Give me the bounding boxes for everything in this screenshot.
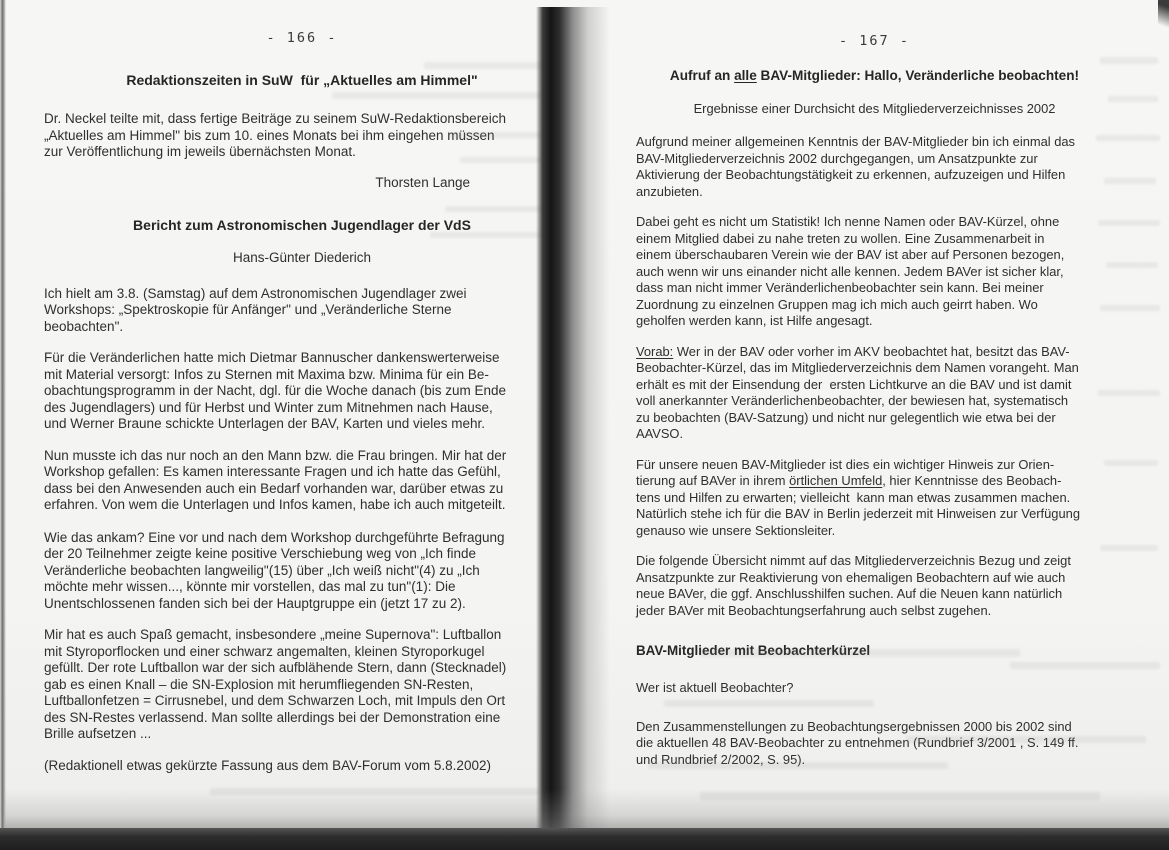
article2-title: Bericht zum Astronomischen Jugendlager der VdS bbox=[133, 217, 471, 233]
bleed-through-artifact bbox=[1106, 262, 1158, 268]
bleed-through-artifact bbox=[1010, 662, 1160, 669]
article3-paragraph-1: Aufgrund meiner allgemeinen Kenntnis der BAV-Mitglieder bin ich einmal das BAV-Mitgliederverzeichnis 2002 durchgegangen, um Ansatzpunkte zur Aktivierung der Beobachtungstätigkeit zu erkennen, aufzuzeigen und Hilfen anzubieten. bbox=[636, 134, 1075, 199]
article2-paragraph-2: Für die Veränderlichen hatte mich Dietmar Bannuscher dankenswerterweise mit Material versorgt: Infos zu Sternen mit Maxima bzw. Minima für ein Be- obachtungsprogramm in der Nacht, dgl. für die Woche danach (bis zum Ende des Jugendlagers) und für Herbst und Winter zum Mitnehmen nach Hause, und Werner Braune schickte Unterlagen der BAV, Karten und vieles mehr. bbox=[44, 350, 506, 431]
page-gutter-shadow bbox=[536, 7, 610, 837]
scan-bottom-edge bbox=[0, 828, 1169, 850]
bleed-through-artifact bbox=[906, 736, 1146, 743]
bleed-through-artifact bbox=[332, 92, 546, 99]
bleed-through-artifact bbox=[1104, 178, 1156, 184]
article2-paragraph-4: Wie das ankam? Eine vor und nach dem Workshop durchgeführte Befragung der 20 Teilnehmer zeigte keine positive Verschiebung weg von „Ich finde Veränderliche beobachten langweilig"(15) über „Ich weiß nicht"(4) zu „Ich möchte mehr wissen..., könnte mir vorstellen, das mal zu tun"(1): Die Unentschlossenen fanden sich bei der Hauptgruppe ein (jetzt 17 zu 2). bbox=[44, 529, 505, 611]
bleed-through-artifact bbox=[700, 649, 1020, 657]
article3-title: Aufruf an alle BAV-Mitglieder: Hallo, Veränderliche beobachten! bbox=[669, 68, 1080, 83]
bleed-through-artifact bbox=[1104, 460, 1158, 466]
article2-author: Hans-Günter Diederich bbox=[232, 250, 372, 265]
article3-paragraph-5: Die folgende Übersicht nimmt auf das Mitgliederverzeichnis Bezug und zeigt Ansatzpunkte zur Reaktivierung von ehemaligen Beobachtern auf wie auch neue BAVer, die ggf. Anschlusshilfen suchen. Auf die Neuen kann natürlich jeder BAVer mit Beobachtungserfahrung auch selbst zugehen. bbox=[636, 553, 1071, 618]
corner-artifact bbox=[1158, 0, 1169, 34]
article1-byline: Thorsten Lange bbox=[375, 174, 470, 190]
article3-question: Wer ist aktuell Beobachter? bbox=[636, 680, 794, 695]
article1-body: Dr. Neckel teilte mit, dass fertige Beiträge zu seinem SuW-Redaktionsbereich „Aktuelles am Himmel" bis zum 10. eines Monats bei ihm eingehen müssen zur Veröffentlichung im jeweils übernächsten Monat. bbox=[44, 111, 506, 159]
page-number-left: - 166 - bbox=[266, 30, 338, 46]
scan-bottom-fade bbox=[0, 789, 1169, 829]
article3-paragraph-6: Den Zusammenstellungen zu Beobachtungsergebnissen 2000 bis 2002 sind die aktuellen 48 BAV-Beobachter zu entnehmen (Rundbrief 3/2001 , S. 149 ff. und Rundbrief 2/2002, S. 95). bbox=[636, 718, 1079, 767]
bleed-through-artifact bbox=[1108, 96, 1158, 102]
article3-subheading: BAV-Mitglieder mit Beobachterkürzel bbox=[636, 643, 871, 658]
article2-paragraph-5: Mir hat es auch Spaß gemacht, insbesondere „meine Supernova": Luftballon mit Styroporflocken und einer schwarz angemalten, kleinen Styroporkugel gefüllt. Der rote Luftballon war der sich aufblähende Stern, dann (Stecknadel) gab es einen Knall – die SN-Explosion mit herumfliegenden SN-Resten, Luftballonfetzen = Cirrusnebel, und dem Schwarzen Loch, mit Impuls den Ort des SN-Restes verlassend. Man sollte allerdings bei der Demonstration eine Brille aufsetzen ... bbox=[44, 627, 507, 741]
bleed-through-artifact bbox=[648, 762, 948, 769]
page-edge-line bbox=[0, 0, 6, 828]
article2-paragraph-3: Nun musste ich das nur noch an den Mann bzw. die Frau bringen. Mir hat der Workshop gefallen: Es kamen interessante Fragen und ich hatte das Gefühl, dass bei den Anwesenden auch ein Bedarf vorhanden war, darüber etwas zu erfahren. Von wem die Unterlagen und Infos kamen, habe ich auch mitgeteilt. bbox=[44, 447, 507, 512]
page-number-right: - 167 - bbox=[839, 33, 910, 49]
page-left bbox=[6, 0, 582, 850]
bleed-through-artifact bbox=[1098, 220, 1160, 226]
article2-footnote: (Redaktionell etwas gekürzte Fassung aus dem BAV-Forum vom 5.8.2002) bbox=[44, 757, 491, 773]
article3-paragraph-2: Dabei geht es nicht um Statistik! Ich nenne Namen oder BAV-Kürzel, ohne einem Mitglied dabei zu nahe treten zu wollen. Eine Zusammenarbeit in einem überschaubaren Verein wie der BAV ist aber auf Personen bezogen, auch wenn wir uns einander nicht alle kennen. Jedem BAVer ist sicher klar, dass man nicht immer Veränderlichenbeobachter sein kann. Bei meiner Zuordnung zu einzelnen Gruppen mag ich mich auch geirrt haben. Wo geholfen werden kann, ist Hilfe angesagt. bbox=[636, 214, 1065, 328]
article3-subtitle: Ergebnisse einer Durchsicht des Mitgliederverzeichnisses 2002 bbox=[693, 100, 1056, 116]
article3-paragraph-4: Für unsere neuen BAV-Mitglieder ist dies ein wichtiger Hinweis zur Orien- tierung auf BAVer in ihrem örtlichen Umfeld, hier Kenntnisse des Beobach- tens und Hilfen zu erwarten; vielleicht kann man etwas zusammen machen. Natürlich stehe ich für die BAV in Berlin jederzeit mit Hinweisen zur Verfügung genauso wie unsere Sektionsleiter. bbox=[636, 456, 1080, 538]
bleed-through-artifact bbox=[1100, 545, 1158, 551]
bleed-through-artifact bbox=[1096, 135, 1160, 141]
article3-paragraph-3: Vorab: Wer in der BAV oder vorher im AKV beobachtet hat, besitzt das BAV- Beobachter-Kürzel, das im Mitgliederverzeichnis dem Namen vorangeht. Man erhält es mit der Einsendung der ersten Lichtkurve an die BAV und ist damit voll anerkannter Veränderlichenbeobachter, der bewiesen hat, systematisch zu beobachten (BAV-Satzung) und nicht nur gelegentlich wie etwa bei der AAVSO. bbox=[636, 343, 1079, 441]
article1-title: Redaktionszeiten in SuW für „Aktuelles am Himmel" bbox=[126, 72, 478, 88]
bleed-through-artifact bbox=[1098, 390, 1160, 396]
bleed-through-artifact bbox=[1100, 57, 1158, 64]
page-right bbox=[584, 0, 1169, 850]
article2-paragraph-1: Ich hielt am 3.8. (Samstag) auf dem Astronomischen Jugendlager zwei Workshops: „Spektroskopie für Anfänger" und „Veränderliche Sterne beobachten". bbox=[44, 285, 467, 334]
bleed-through-artifact bbox=[1100, 305, 1160, 311]
bleed-through-artifact bbox=[664, 700, 874, 707]
